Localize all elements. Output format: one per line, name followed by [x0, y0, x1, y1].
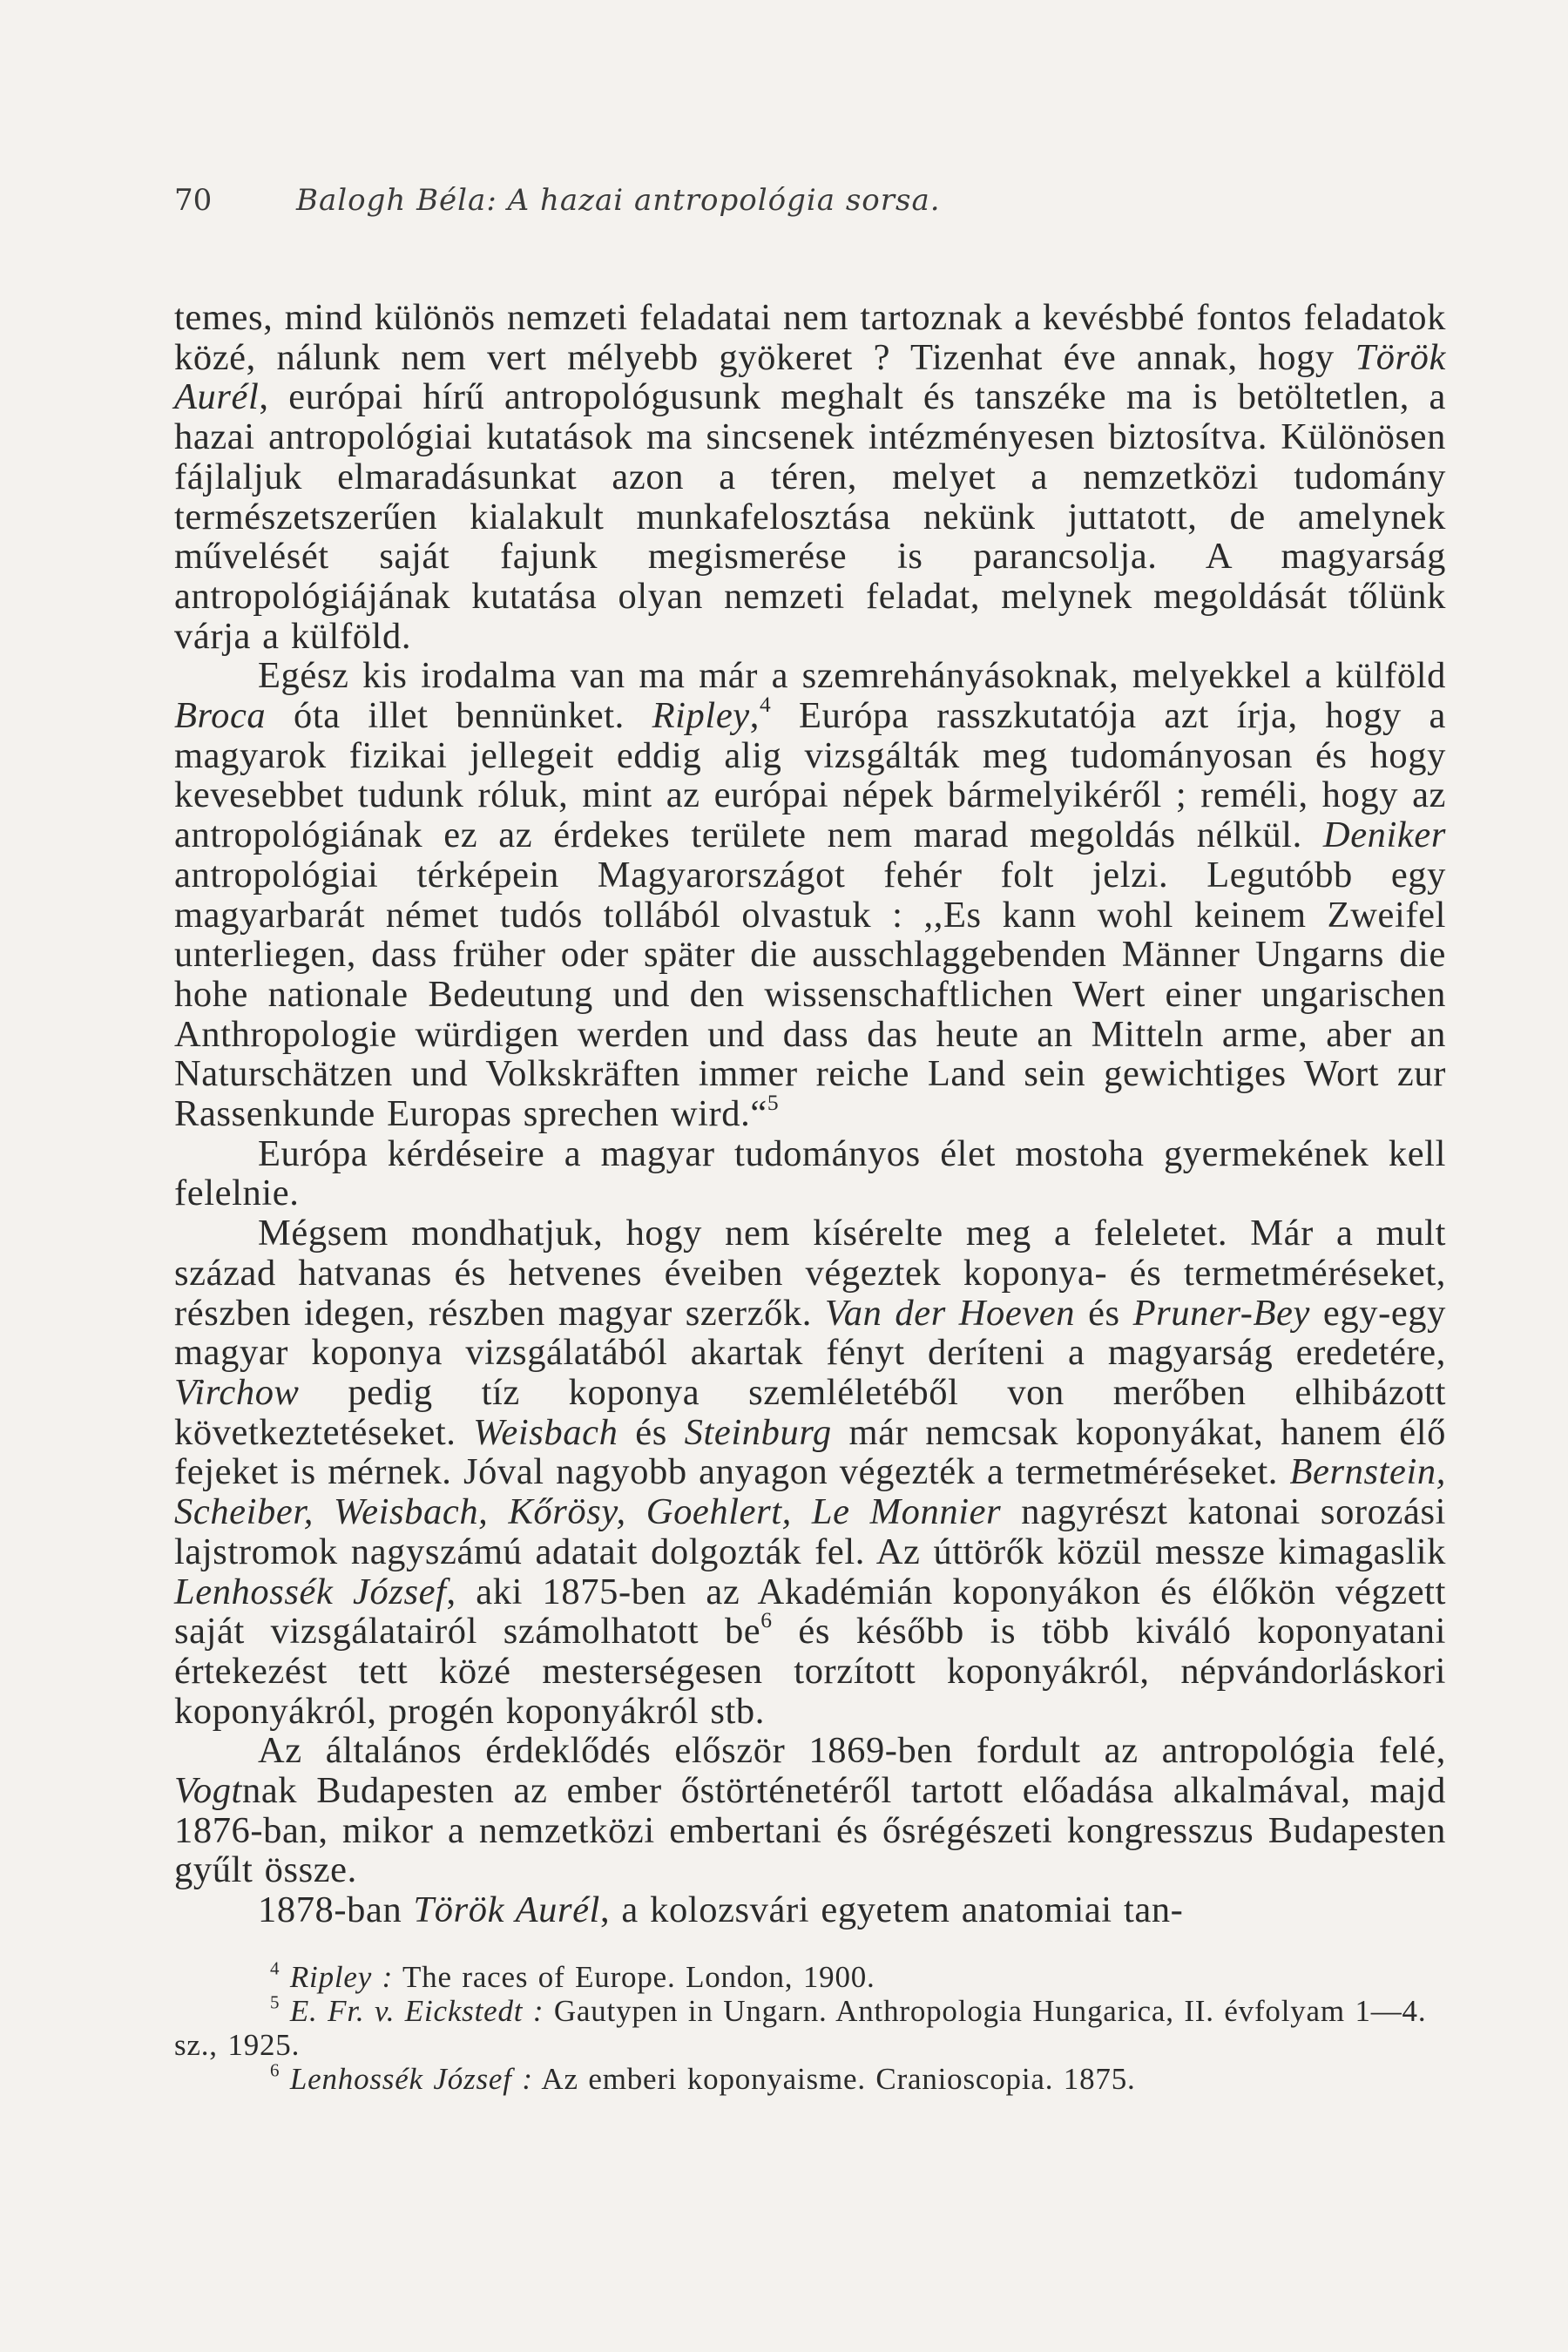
- paragraph: Mégsem mondhatjuk, hogy nem kísérelte meg a feleletet. Már a mult század hatvanas és hetvenes éveiben végeztek koponya- és termetméréseket, részben idegen, részben magyar szerzők. Van der Hoeven és Pruner-Bey egy-egy magyar koponya vizsgálatából akartak fényt deríteni a magyarság eredetére, Virchow pedig tíz koponya szemléletéből von merőben elhibázott következtetéseket. Weisbach és Steinburg már nemcsak koponyákat, hanem élő fejeket is mérnek. Jóval nagyobb anyagon végezték a termetméréseket. Bernstein, Scheiber, Weisbach, Kőrösy, Goehlert, Le Monnier nagyrészt katonai sorozási lajstromok nagyszámú adatait dolgozták fel. Az úttörők közül messze kimagaslik Lenhossék József, aki 1875-ben az Akadémián koponyákon és élőkön végzett saját vizsgálatairól számolhatott $be^6$ és később is több kiváló koponyatani értekezést tett közé mesterségesen torzított koponyákról, népvándorláskori koponyákról, progén koponyákról stb.: [174, 1213, 1447, 1732]
- italic-name: Virchow: [174, 1371, 300, 1413]
- footnote-ref: 4: [270, 1957, 280, 1979]
- italic-name: Török Aurél: [174, 336, 1446, 418]
- paragraph: Az általános érdeklődés először 1869-ben fordult az antropológia felé, Vogtnak Budapesten az ember őstörténetéről tartott előadása alkalmával, majd 1876-ban, mikor a nemzetközi embertani és ősrégészeti kongresszus Budapesten gyűlt össze.: [174, 1730, 1446, 1891]
- footnote: $^4$ Ripley : The races of Europe. London, 1900.: [270, 1957, 875, 1994]
- italic-name: Lenhossék József: [174, 1571, 447, 1612]
- paragraph: temes, mind különös nemzeti feladatai nem tartoznak a kevésbbé fontos feladatok közé, nálunk nem vert mélyebb gyökeret ? Tizenhat éve annak, hogy Török Aurél, európai hírű antropológusunk meghalt és tanszéke ma is betöltetlen, a hazai antropológiai kutatások ma sincsenek intézményesen biztosítva. Különösen fájlaljuk elmaradásunkat azon a téren, melyet a nemzetközi tudomány természetszerűen kialakult munkafelosztása nekünk juttatott, de amelynek művelését saját fajunk megismerése is parancsolja. A magyarság antropológiájának kutatása olyan nemzeti feladat, melynek megoldását tőlünk várja a külföld.: [174, 297, 1446, 657]
- footnote: $^5$ E. Fr. v. Eickstedt : Gautypen in Ungarn. Anthropologia Hungarica, II. évfolyam 1—4. sz., 1925.: [174, 1991, 1427, 2062]
- paragraph: 1878-ban Török Aurél, a kolozsvári egyetem anatomiai tan-: [258, 1889, 1184, 1931]
- footnotes: [174, 1957, 1446, 2096]
- footnote-ref: 5: [270, 1991, 280, 2013]
- italic-name: Vogt: [174, 1770, 242, 1812]
- footnote-ref: 5: [767, 1090, 780, 1116]
- italic-name: Ripley: [652, 695, 750, 737]
- footnote: $^6$ Lenhossék József : Az emberi koponyaisme. Cranioscopia. 1875.: [270, 2059, 1136, 2096]
- italic-name: Deniker: [1322, 814, 1446, 856]
- running-title: Balogh Béla: A hazai antropológia sorsa.: [296, 183, 941, 218]
- paragraph: Egész kis irodalma van ma már a szemrehányásoknak, melyekkel a külföld Broca óta illet bennünket. Ripley,$^4$ Európa rasszkutatója azt írja, hogy a magyarok fizikai jellegeit eddig alig vizsgálták meg tudományosan és hogy kevesebbet tudunk róluk, mint az európai népek bármelyikéről ; reméli, hogy az antropológiának ez az érdekes területe nem marad megoldás nélkül. Deniker antropológiai térképein Magyarországot fehér folt jelzi. Legutóbb egy magyarbarát német tudós tollából olvastuk : ,,Es kann wohl keinem Zweifel unterliegen, dass früher oder später die ausschlaggebenden Männer Ungarns die hohe nationale Bedeutung und den wissenschaftlichen Wert einer ungarischen Anthropologie würdigen werden und dass das heute an Mitteln arme, aber an Naturschätzen und Volkskräften immer reiche Land sein gewichtiges Wort zur Rassenkunde Europas sprechen wird.“$^5$: [174, 655, 1446, 1135]
- paragraph: Európa kérdéseire a magyar tudományos élet mostoha gyermekének kell felelnie.: [174, 1132, 1446, 1214]
- italic-name: Broca: [174, 695, 267, 737]
- italic-name: Van der Hoeven: [824, 1292, 1076, 1334]
- italic-name: Pruner-Bey: [1132, 1292, 1310, 1334]
- italic-name: E. Fr. v. Eickstedt :: [289, 1994, 544, 2028]
- italic-name: Török Aurél: [413, 1889, 600, 1931]
- italic-name: Bernstein, Scheiber, Weisbach, Kőrösy, Goehlert, Le Monnier: [174, 1451, 1446, 1533]
- body-text: [174, 298, 1446, 1930]
- footnote-ref: 4: [759, 692, 772, 718]
- page-header: [174, 183, 1411, 235]
- footnote-ref: 6: [760, 1607, 773, 1633]
- italic-name: Steinburg: [684, 1411, 832, 1453]
- italic-name: Weisbach: [473, 1411, 618, 1453]
- footnote-ref: 6: [270, 2059, 280, 2081]
- page-number: 70: [174, 183, 213, 218]
- italic-name: Ripley :: [289, 1960, 394, 1994]
- italic-name: Lenhossék József :: [289, 2062, 533, 2096]
